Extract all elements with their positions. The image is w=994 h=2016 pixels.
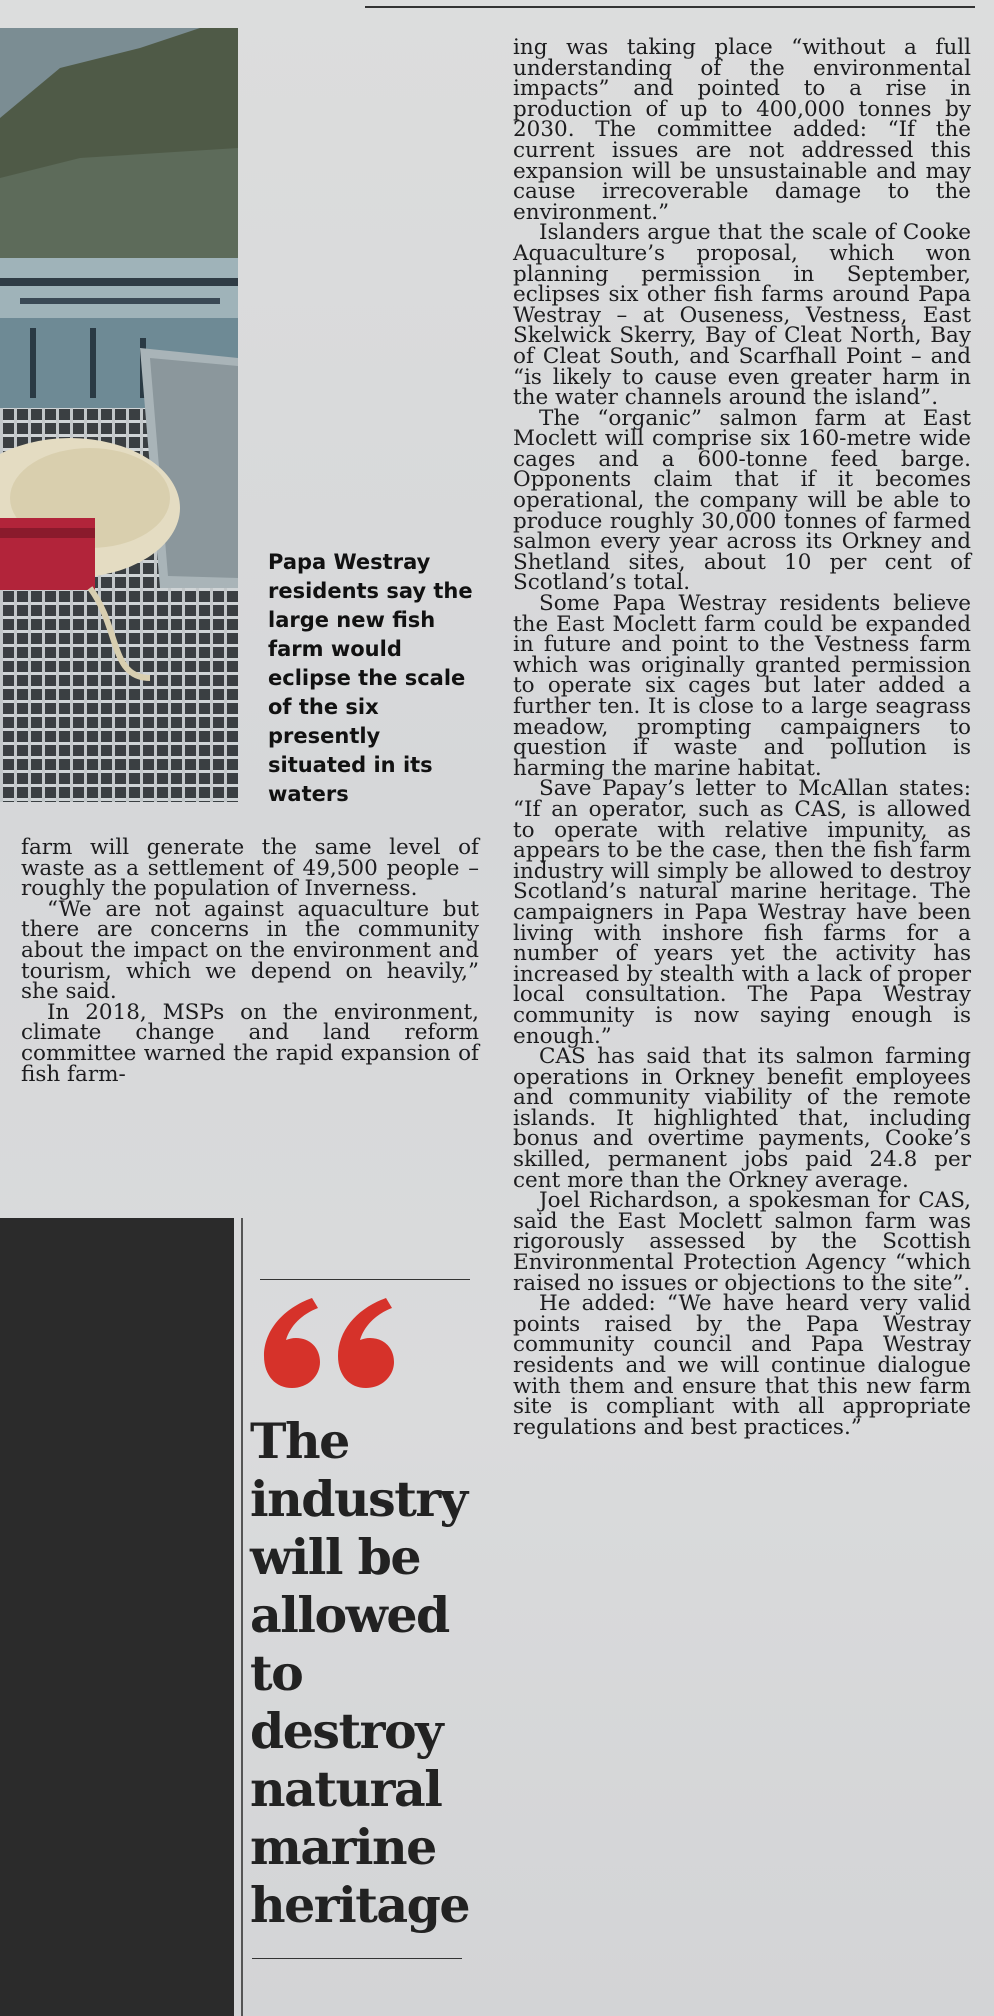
- pull-quote-rule-bottom: [252, 1958, 462, 1959]
- paragraph: CAS has said that its salmon farming operations in Orkney benefit employees and community viability of the remote islands. It highlighted that, including bonus and overtime payments, Cooke’s skilled, permanent jobs paid 24.8 per cent more than the Orkney average.: [513, 1044, 971, 1193]
- paragraph: Joel Richardson, a spokesman for CAS, said the East Moclett salmon farm was rigorously assessed by the Scottish Environmental Protection Agency “which raised no issues or objections to the site”.: [513, 1188, 971, 1296]
- pull-quote-text: [250, 1412, 490, 1934]
- paragraph: Save Papay’s letter to McAllan states: “If an operator, such as CAS, is allowed to operate with relative impunity, as appears to be the case, then the fish farm industry will simply be allowed to destroy Scotland’s natural marine heritage. The campaigners in Papa Westray have been living with inshore fish farms for a number of years yet the activity has increased by stealth with a lack of proper local consultation. The Papa Westray community is now saying enough is enough.”: [513, 776, 971, 1049]
- paragraph: Some Papa Westray residents believe the East Moclett farm could be expanded in future and point to the Vestness farm which was originally granted permission to operate six cages but later added a further ten. It is close to a large seagrass meadow, prompting campaigners to question if waste and pollution is harming the marine habitat.: [513, 591, 971, 781]
- paragraph: The “organic” salmon farm at East Moclett will comprise six 160-metre wide cages and a 600-tonne feed barge. Opponents claim that if it becomes operational, the company will be able to produce roughly 30,000 tonnes of farmed salmon every year across its Orkney and Shetland sites, about 10 per cent of Scotland’s total.: [513, 405, 971, 596]
- pull-quote-line: destroy: [250, 1702, 443, 1760]
- left-column: [21, 835, 479, 1087]
- paragraph: farm will generate the same level of waste as a settlement of 49,500 people – roughly the population of Inverness.: [21, 835, 479, 902]
- pull-quote-line: natural: [250, 1760, 442, 1818]
- paragraph: “We are not against aquaculture but there are concerns in the community about the impact on the environment and tourism, which we depend on heavily,” she said.: [21, 896, 479, 1005]
- paragraph: In 2018, MSPs on the environment, climate change and land reform committee warned the rapid expansion of fish farm-: [21, 999, 479, 1087]
- pull-quote-frame: [0, 1218, 243, 2016]
- top-rule: [365, 6, 975, 8]
- right-column: [513, 35, 971, 1440]
- paragraph: Islanders argue that the scale of Cooke Aquaculture’s proposal, which won planning permission in September, eclipses six other fish farms around Papa Westray – at Ouseness, Vestness, East Skelwick Skerry, Bay of Cleat North, Bay of Cleat South, and Scarfhall Point – and “is likely to cause even greater harm in the water channels around the island”.: [513, 220, 971, 411]
- pull-quote-line: will be: [250, 1528, 421, 1586]
- pull-quote-line: to: [250, 1644, 303, 1702]
- paragraph: ing was taking place “without a full understanding of the environmental impacts” and pointed to a rise in production of up to 400,000 tonnes by 2030. The committee added: “If the current issues are not addressed this expansion will be unsustainable and may cause irrecoverable damage to the environment.”: [513, 35, 971, 225]
- pull-quote-line: marine: [250, 1818, 436, 1876]
- pull-quote-line: industry: [250, 1470, 467, 1528]
- pull-quote-line: The: [250, 1412, 349, 1470]
- fish-farm-photo: [0, 28, 238, 802]
- pull-quote-line: allowed: [250, 1586, 449, 1644]
- pull-quote-line: heritage: [250, 1876, 470, 1934]
- quote-mark-icon: [254, 1290, 404, 1390]
- pull-quote-rule-top: [260, 1279, 470, 1280]
- photo-caption: Papa Westray residents say the large new fish farm would eclipse the scale of the six presently situated in its waters: [268, 550, 473, 806]
- paragraph: He added: “We have heard very valid points raised by the Papa Westray community council and Papa Westray residents and we will continue dialogue with them and ensure that this new farm site is compliant with all appropriate regulations and best practices.”: [513, 1291, 971, 1440]
